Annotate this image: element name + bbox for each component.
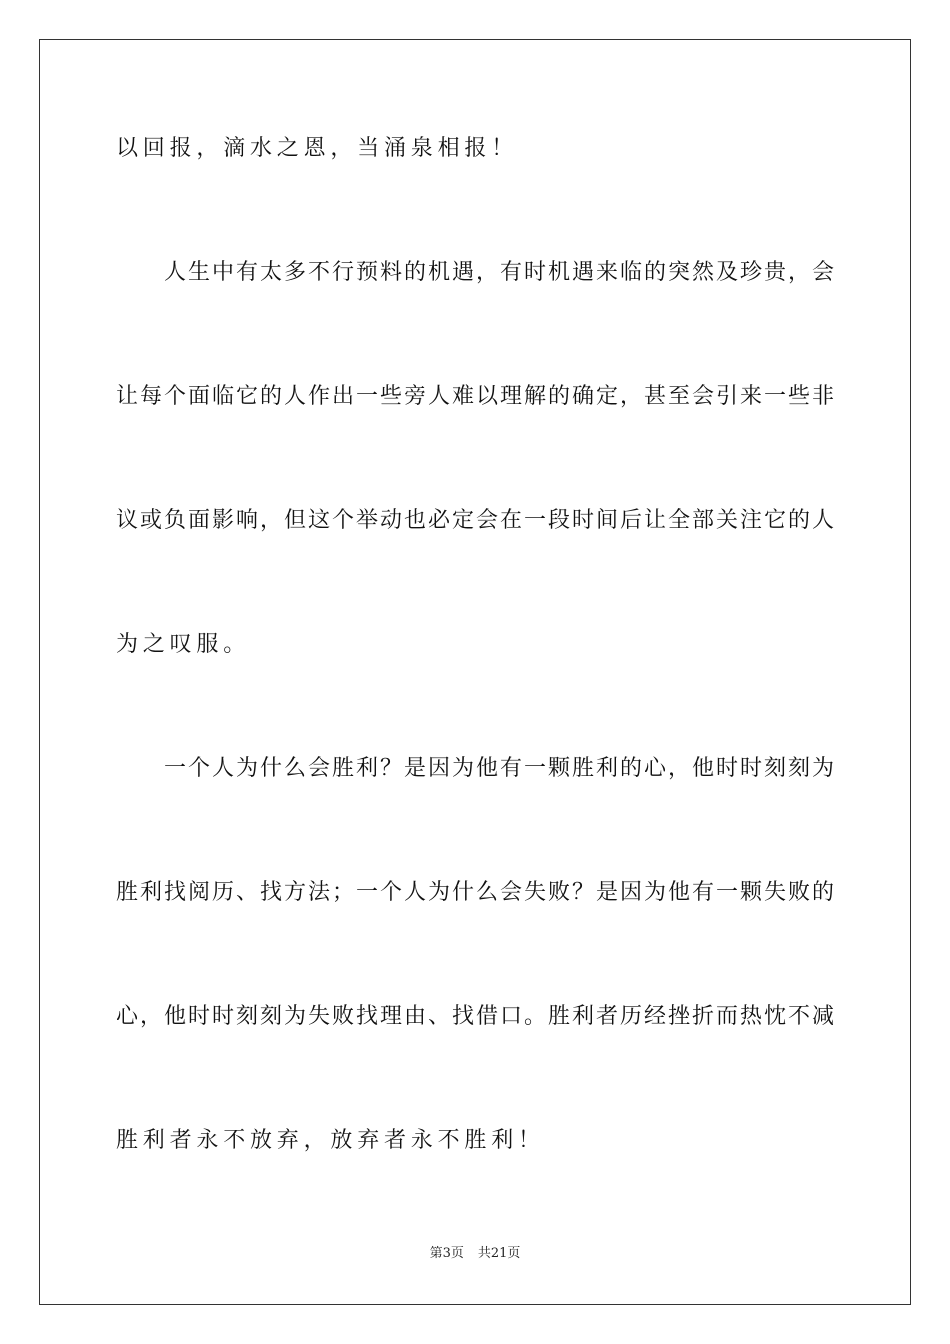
body-line-5: 为之叹服。 [116,632,251,657]
body-line-3: 让每个面临它的人作出一些旁人难以理解的确定，甚至会引来一些非 [116,384,834,409]
body-line-4: 议或负面影响，但这个举动也必定会在一段时间后让全部关注它的人 [116,508,834,533]
body-line-8: 心，他时时刻刻为失败找理由、找借口。胜利者历经挫折而热忱不减 [116,1004,834,1029]
page-border [39,39,911,1305]
page-total: 共21页 [477,1246,521,1261]
body-line-7: 胜利找阅历、找方法；一个人为什么会失败？是因为他有一颗失败的 [116,880,834,905]
page-number: 第3页 [429,1246,464,1261]
body-line-6: 一个人为什么会胜利？是因为他有一颗胜利的心，他时时刻刻为 [164,756,834,781]
body-line-2: 人生中有太多不行预料的机遇，有时机遇来临的突然及珍贵，会 [164,260,834,285]
body-line-9: 胜利者永不放弃，放弃者永不胜利！ [116,1128,545,1153]
page-footer [0,1245,950,1263]
body-line-1: 以回报，滴水之恩，当涌泉相报！ [116,136,519,161]
